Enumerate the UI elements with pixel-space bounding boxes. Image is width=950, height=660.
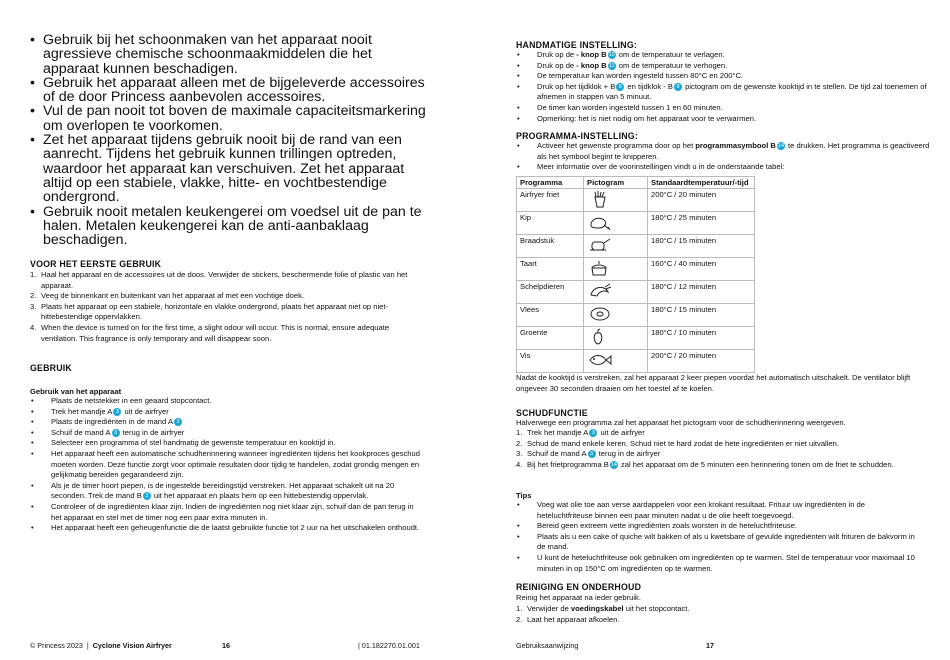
program-table xyxy=(516,176,755,373)
item-text: Het apparaat heeft een automatische schudherinnering wanneer ingrediënten tijdens het kookproces geschud moeten worden. Deze functie zorgt voor optimale resultaten door tijdig te handelen, zodat grondig mengen en gelijkmatig bereiden gegarandeerd zijn. xyxy=(51,448,420,480)
item-text: Verwijder de xyxy=(527,604,571,613)
program-name-cell: Braadstuk xyxy=(517,235,584,258)
list-item xyxy=(516,449,916,460)
program-list xyxy=(516,141,936,173)
table-row xyxy=(517,327,755,350)
table-row xyxy=(517,189,755,212)
standard-temp-time-cell: 180°C / 15 minuten xyxy=(648,304,755,327)
callout-number-badge: 3 xyxy=(113,408,121,416)
item-text: Plaats de ingrediënten in de mand A xyxy=(51,417,174,427)
item-text: om de temperatuur te verlagen. xyxy=(616,50,725,59)
list-item: • Zet het apparaat tijdens gebruik nooit bij de rand van een aanrecht. Tijdens het gebruik kunnen trillingen optreden, waardoor het apparaat kan verschuiven. Zet het apparaat altijd op een stabiele, vlakke, hitte- en vochtbestendige ondergrond. xyxy=(30,133,430,204)
list-item xyxy=(30,396,425,407)
item-text: Controleer of de ingrediënten klaar zijn. Indien de ingrediënten nog niet klaar zijn, schuif dan de pan terug in het apparaat en stel met de timer nog een paar extra minuten in. xyxy=(51,501,414,522)
item-text: terug in de airfryer xyxy=(596,449,661,459)
item-text: Schuif de mand A xyxy=(51,427,111,437)
cleaning-intro: Reinig het apparaat na ieder gebruik. xyxy=(516,593,641,602)
list-item xyxy=(516,141,936,162)
item-number: 1. xyxy=(516,604,523,613)
manual-heading: HANDMATIGE INSTELLING: xyxy=(516,40,638,50)
table-row xyxy=(517,304,755,327)
list-item xyxy=(516,50,936,61)
callout-number-badge: 3 xyxy=(143,492,151,500)
callout-number-badge: 10 xyxy=(608,52,615,58)
fish-icon xyxy=(587,351,644,369)
shake-intro: Halverwege een programma zal het apparaat het pictogram voor de schudherinnering weergeven. xyxy=(516,418,846,427)
item-number: 1. xyxy=(516,428,523,437)
safety-bullet-list xyxy=(30,33,430,247)
list-item xyxy=(30,438,425,449)
shake-list xyxy=(516,428,916,470)
item-number: 4. xyxy=(516,459,523,469)
shake-heading: SCHUDFUNCTIE xyxy=(516,408,588,418)
program-heading: PROGRAMMA-INSTELLING: xyxy=(516,131,638,141)
item-text: Selecteer een programma of stel handmatig de gewenste temperatuur en kooktijd in. xyxy=(51,438,336,448)
footer-article-code: | 01.182270.01.001 xyxy=(358,641,420,650)
item-text: Schuif de mand A xyxy=(527,449,587,459)
list-item xyxy=(516,162,936,173)
table-header-pictogram: Pictogram xyxy=(584,177,648,189)
list-item: • Bereid geen extreem vette ingrediënten zoals worsten in de heteluchtfriteuse. xyxy=(516,521,916,532)
list-item xyxy=(30,417,425,428)
item-number: 2. xyxy=(516,614,523,624)
standard-temp-time-cell: 180°C / 12 minuten xyxy=(648,281,755,304)
use-subheading: Gebruik van het apparaat xyxy=(30,387,122,396)
pictogram-cell xyxy=(584,212,648,235)
item-text: en tijdklok - B xyxy=(625,81,673,91)
pictogram-cell xyxy=(584,189,648,212)
item-number: 3. xyxy=(516,449,523,459)
item-text: Laat het apparaat afkoelen. xyxy=(527,614,620,624)
shrimp-icon xyxy=(587,282,644,300)
footer-doc-title: Gebruiksaanwijzing xyxy=(516,641,579,650)
callout-number-badge: 3 xyxy=(589,429,597,437)
program-name-cell: Airfryer friet xyxy=(517,189,584,212)
use-list xyxy=(30,396,425,534)
item-bold-text: - knop B xyxy=(576,60,607,70)
pictogram-cell xyxy=(584,350,648,373)
page-number-left: 16 xyxy=(222,641,230,650)
list-item xyxy=(516,82,936,103)
steak-icon xyxy=(587,305,644,323)
list-item xyxy=(516,460,916,471)
item-number: 2. xyxy=(516,438,523,448)
list-item: • U kunt de heteluchtfriteuse ook gebruiken om ingrediënten op te warmen. Stel de temperatuur voor maximaal 10 minuten in op 150°C om ingrediënten op te warmen. xyxy=(516,553,916,574)
standard-temp-time-cell: 200°C / 20 minuten xyxy=(648,189,755,212)
item-text: uit de airfryer xyxy=(122,406,169,416)
first-use-heading: VOOR HET EERSTE GEBRUIK xyxy=(30,259,162,269)
item-text: uit de airfryer xyxy=(598,428,645,437)
tips-heading: Tips xyxy=(516,491,532,500)
program-name-cell: Taart xyxy=(517,258,584,281)
callout-number-badge: 11 xyxy=(608,62,615,69)
page-number-right: 17 xyxy=(706,641,714,650)
table-row xyxy=(517,281,755,304)
list-item xyxy=(30,270,425,291)
table-header-programma: Programma xyxy=(517,177,584,189)
item-bold-text: - knop B xyxy=(576,50,607,59)
list-item xyxy=(30,481,425,502)
item-text: Als je de timer hoort piepen, is de ingestelde bereidingstijd verstreken. Het apparaat schakelt uit na 20 seconden. Trek de mand B xyxy=(51,480,395,501)
roast-icon xyxy=(587,236,644,254)
table-header-standaard: Standaardtemperatuur/-tijd xyxy=(648,177,755,189)
standard-temp-time-cell: 160°C / 40 minuten xyxy=(648,258,755,281)
cleaning-list xyxy=(516,604,916,625)
item-text: Meer informatie over de voorinstellingen vindt u in de onderstaande tabel: xyxy=(537,162,785,172)
item-text: Plaats de netstekker in een geaard stopcontact. xyxy=(51,396,212,405)
item-text: Opmerking: het is niet nodig om het apparaat voor te verwarmen. xyxy=(537,113,757,123)
cleaning-heading: REINIGING EN ONDERHOUD xyxy=(516,582,642,592)
list-item xyxy=(30,523,425,534)
list-item: • Voeg wat olie toe aan verse aardappelen voor een krokant resultaat. Frituur uw ingrediënten in de heteluchtfriteuse binnen een paar minuten nadat u de olie heeft toegevoegd. xyxy=(516,500,916,521)
program-name-cell: Schelpdieren xyxy=(517,281,584,304)
item-text: When the device is turned on for the first time, a slight odour will occur. This is normal, ensure adequate ventilation. This fragrance is only temporary and will disappear soon. xyxy=(41,322,390,343)
item-text: uit het stopcontact. xyxy=(623,604,690,613)
item-text: Bij het frietprogramma B xyxy=(527,459,609,469)
cake-icon xyxy=(587,259,644,277)
table-row xyxy=(517,350,755,373)
item-text: Druk op de xyxy=(537,50,577,59)
item-text: Trek het mandje A xyxy=(51,406,113,416)
callout-number-badge: 14 xyxy=(777,143,784,149)
tips-list xyxy=(516,500,916,574)
program-name-cell: Vis xyxy=(517,350,584,373)
pictogram-cell xyxy=(584,235,648,258)
item-text: uit het apparaat en plaats hem op een hittebestendig oppervlak. xyxy=(151,491,369,501)
program-name-cell: Kip xyxy=(517,212,584,235)
item-text: Trek het mandje A xyxy=(527,428,589,437)
item-text: zal het apparaat om de 5 minuten een herinnering tonen om de friet te schudden. xyxy=(618,459,894,469)
item-text: Activeer het gewenste programma door op het xyxy=(537,141,696,150)
callout-number-badge: 3 xyxy=(174,418,182,426)
manual-list xyxy=(516,50,936,124)
item-bold-text: voedingskabel xyxy=(570,604,624,613)
list-item: • Plaats als u een cake of quiche wilt bakken of als u kwetsbare of gevulde ingrediënten wilt frituren de bakvorm in de mand. xyxy=(516,532,916,553)
list-item xyxy=(30,407,425,418)
item-text: Druk op de xyxy=(537,60,577,70)
pictogram-cell xyxy=(584,258,648,281)
list-item: • Gebruik nooit metalen keukengerei om voedsel uit de pan te halen. Metalen keukengerei kan de anti-aanbaklaag beschadigen. xyxy=(30,205,430,248)
item-number: 1. xyxy=(30,270,37,279)
item-text: De temperatuur kan worden ingesteld tussen 80°C en 200°C. xyxy=(537,71,744,81)
list-item xyxy=(30,323,425,344)
use-heading: GEBRUIK xyxy=(30,363,72,373)
standard-temp-time-cell: 180°C / 15 minuten xyxy=(648,235,755,258)
list-item: • Gebruik het apparaat alleen met de bijgeleverde accessoires of de door Princess aanbevolen accessoires. xyxy=(30,76,430,105)
item-text: Schud de mand enkele keren. Schud niet te hard zodat de hete ingrediënten er niet uitvallen. xyxy=(527,438,839,448)
callout-number-badge: 3 xyxy=(112,429,120,437)
table-row xyxy=(517,212,755,235)
item-text: De timer kan worden ingesteld tussen 1 en 60 minuten. xyxy=(537,102,723,112)
chicken-icon xyxy=(587,213,644,231)
list-item xyxy=(516,114,936,125)
table-row xyxy=(517,235,755,258)
list-item xyxy=(516,71,936,82)
list-item xyxy=(516,604,916,615)
table-row xyxy=(517,258,755,281)
list-item: • Vul de pan nooit tot boven de maximale capaciteitsmarkering om overlopen te voorkomen. xyxy=(30,104,430,133)
first-use-list xyxy=(30,270,425,344)
callout-number-badge: 14 xyxy=(610,461,617,468)
list-item xyxy=(30,449,425,481)
callout-number-badge: 3 xyxy=(588,450,596,458)
footer-copyright: © Princess 2023 | Cyclone Vision Airfryer xyxy=(30,641,172,650)
item-text: Veeg de binnenkant en buitenkant van het apparaat af met een vochtige doek. xyxy=(41,291,305,301)
list-item xyxy=(30,302,425,323)
item-text: Druk op het tijdklok + B xyxy=(537,81,616,91)
list-item xyxy=(516,615,916,626)
item-text: Plaats het apparaat op een stabiele, horizontale en vlakke ondergrond, plaats het apparaat niet op niet-hittebestendige oppervlakken. xyxy=(41,301,389,322)
item-bold-text: programmasymbool B xyxy=(695,141,776,150)
fries-icon xyxy=(587,190,644,208)
after-table-text: Nadat de kooktijd is verstreken, zal het apparaat 2 keer piepen voordat het automatisch uitschakelt. De ventilator blijft ongeveer 30 seconden draaien om het toestel af te koelen. xyxy=(516,373,911,393)
pictogram-cell xyxy=(584,304,648,327)
item-text: Het apparaat heeft een geheugenfunctie die de laatst gebruikte functie tot 2 uur na het uitschakelen onthoudt. xyxy=(51,523,420,533)
item-text: pictogram om de gewenste kooktijd in te stellen. De tijd zal toenemen of afnemen in stappen van 5 minuut. xyxy=(537,81,927,102)
pictogram-cell xyxy=(584,281,648,304)
standard-temp-time-cell: 200°C / 20 minuten xyxy=(648,350,755,373)
standard-temp-time-cell: 180°C / 10 minuten xyxy=(648,327,755,350)
item-number: 2. xyxy=(30,291,37,301)
item-number: 4. xyxy=(30,322,37,332)
list-item xyxy=(30,428,425,439)
list-item xyxy=(516,428,916,439)
list-item xyxy=(30,502,425,523)
list-item xyxy=(516,61,936,72)
item-text: om de temperatuur te verhogen. xyxy=(616,60,728,70)
program-name-cell: Groente xyxy=(517,327,584,350)
pepper-icon xyxy=(587,328,644,346)
list-item: • Gebruik bij het schoonmaken van het apparaat nooit agressieve chemische schoonmaakmiddelen die het apparaat kunnen beschadigen. xyxy=(30,33,430,76)
pictogram-cell xyxy=(584,327,648,350)
list-item xyxy=(516,103,936,114)
item-text: terug in de airfryer xyxy=(120,427,185,437)
item-text: Haal het apparaat en de accessoires uit de doos. Verwijder de stickers, beschermende folie of plastic van het apparaat. xyxy=(41,270,408,290)
callout-number-badge: 9 xyxy=(674,83,682,91)
standard-temp-time-cell: 180°C / 25 minuten xyxy=(648,212,755,235)
item-text: te drukken. Het programma is geactiveerd als het symbool begint te knipperen. xyxy=(537,141,930,161)
program-name-cell: Vlees xyxy=(517,304,584,327)
list-item xyxy=(516,439,916,450)
list-item xyxy=(30,291,425,302)
item-number: 3. xyxy=(30,301,37,311)
callout-number-badge: 8 xyxy=(616,83,624,91)
